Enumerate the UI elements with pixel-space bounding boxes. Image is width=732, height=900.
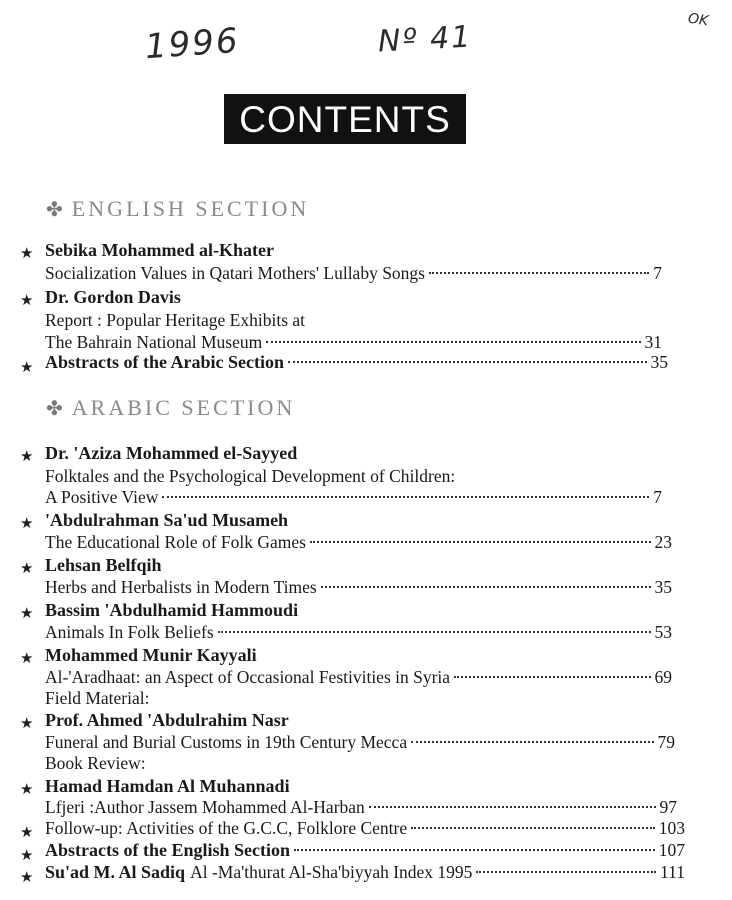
entry-title: Animals In Folk Beliefs [45,622,214,642]
dot-leader [411,741,653,743]
page-number: 107 [658,840,685,860]
star-bullet-icon: ★ [20,823,34,841]
page-number: 35 [654,577,672,597]
arabic-section-heading [46,395,295,421]
english-section-heading [46,196,309,222]
entry-author: Lehsan Belfqih [45,555,162,575]
handwritten-issue-number: Nº 41 [377,19,474,60]
entry-author: Prof. Ahmed 'Abdulrahim Nasr [45,710,289,730]
page-number: 69 [654,667,672,687]
toc-entry[interactable] [45,732,675,753]
entry-author: Sebika Mohammed al-Khater [45,240,274,260]
handwritten-corner-mark: OK [686,10,710,30]
page-number: 103 [658,818,685,838]
page-number: 23 [654,532,672,552]
entry-title: Herbs and Herbalists in Modern Times [45,577,317,597]
toc-entry[interactable] [45,263,662,284]
page-title: CONTENTS [224,94,466,144]
handwritten-year: 1996 [143,20,241,68]
entry-title-line: Report : Popular Heritage Exhibits at [45,310,306,330]
toc-entry[interactable] [45,332,662,353]
entry-title: The Educational Role of Folk Games [45,532,306,552]
entry-title: Lfjeri :Author Jassem Mohammed Al-Harban [45,797,365,817]
page-number: 7 [653,263,662,283]
toc-entry[interactable] [45,797,677,818]
entry-author: Dr. Gordon Davis [45,287,181,307]
page-number: 111 [660,862,685,882]
entry-title: Al -Ma'thurat Al-Sha'biyyah Index 1995 [190,862,473,882]
entry-title: The Bahrain National Museum [45,332,263,352]
star-bullet-icon: ★ [20,649,34,667]
page-number: 97 [659,797,677,817]
dot-leader [429,272,649,274]
entry-author: 'Abdulrahman Sa'ud Musameh [45,510,289,530]
dot-leader [218,631,651,633]
star-bullet-icon: ★ [20,244,34,262]
page-number: 79 [657,732,675,752]
flower-ornament-icon: ✤ [46,199,66,221]
dot-leader [321,586,651,588]
toc-entry[interactable] [45,840,685,861]
toc-entry[interactable] [45,667,672,688]
page-number: 31 [644,332,662,352]
star-bullet-icon: ★ [20,358,34,376]
star-bullet-icon: ★ [20,291,34,309]
star-bullet-icon: ★ [20,846,34,864]
toc-entry[interactable] [45,532,672,553]
star-bullet-icon: ★ [20,780,34,798]
toc-entry[interactable] [45,622,672,643]
star-bullet-icon: ★ [20,868,34,886]
toc-entry[interactable] [45,352,668,373]
dot-leader [288,361,647,363]
dot-leader [310,541,651,543]
star-bullet-icon: ★ [20,514,34,532]
toc-entry[interactable] [45,818,685,839]
page-number: 35 [650,352,668,372]
english-section-label: ENGLISH SECTION [71,196,310,221]
star-bullet-icon: ★ [20,559,34,577]
entry-title: Abstracts of the English Section [45,840,291,860]
dot-leader [266,341,640,343]
dot-leader [369,806,656,808]
entry-author: Hamad Hamdan Al Muhannadi [45,776,290,796]
dot-leader [454,676,650,678]
entry-author: Su'ad M. Al Sadiq [45,862,186,882]
toc-entry[interactable] [45,487,662,508]
arabic-section-label: ARABIC SECTION [71,395,296,420]
entry-title: Al-'Aradhaat: an Aspect of Occasional Festivities in Syria [45,667,451,687]
dot-leader [476,871,656,873]
star-bullet-icon: ★ [20,447,34,465]
entry-title: A Positive View [45,487,159,507]
dot-leader [294,849,655,851]
entry-title-line: Folktales and the Psychological Development of Children: [45,466,456,486]
star-bullet-icon: ★ [20,714,34,732]
entry-author: Dr. 'Aziza Mohammed el-Sayyed [45,443,298,463]
entry-note: Field Material: [45,688,150,708]
entry-author: Mohammed Munir Kayyali [45,645,257,665]
flower-ornament-icon: ✤ [46,398,66,420]
entry-title: Socialization Values in Qatari Mothers' Lullaby Songs [45,263,425,283]
dot-leader [162,496,649,498]
entry-note: Book Review: [45,753,146,773]
entry-title: Funeral and Burial Customs in 19th Century Mecca [45,732,408,752]
star-bullet-icon: ★ [20,604,34,622]
dot-leader [411,827,655,829]
toc-entry[interactable] [45,577,672,598]
page-number: 7 [653,487,662,507]
entry-author: Bassim 'Abdulhamid Hammoudi [45,600,299,620]
entry-title: Follow-up: Activities of the G.C.C, Folklore Centre [45,818,408,838]
entry-title: Abstracts of the Arabic Section [45,352,284,372]
toc-entry[interactable] [45,862,685,883]
page-number: 53 [654,622,672,642]
